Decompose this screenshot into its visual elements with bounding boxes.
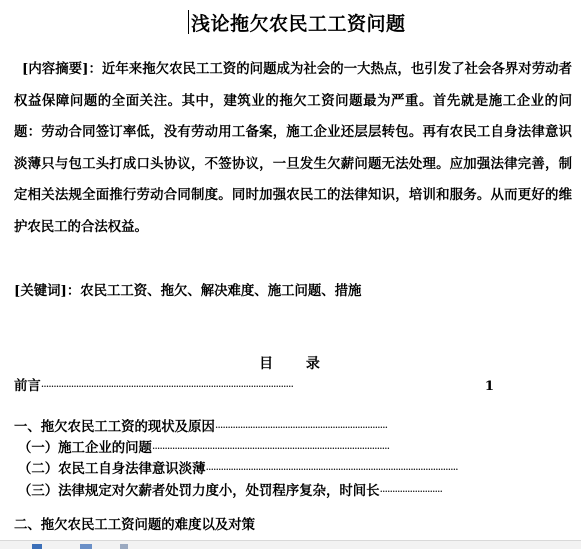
toc-entry-partial: 二、拖欠农民工工资问题的难度以及对策 <box>14 517 256 533</box>
taskbar-icon[interactable] <box>120 544 128 549</box>
taskbar-icon[interactable] <box>32 544 42 549</box>
toc-entry <box>18 437 472 456</box>
toc-entry <box>14 375 494 394</box>
toc-entry-text: （一）施工企业的问题 <box>18 440 152 456</box>
toc-leader-dots: ····································································································· <box>205 463 458 476</box>
toc-entry-text: （二）农民工自身法律意识淡薄 <box>18 461 206 477</box>
toc-entry-page: 1 <box>484 378 495 394</box>
toc-leader-dots: ····································································· <box>214 421 388 434</box>
taskbar-strip <box>0 540 581 549</box>
toc-leader-dots: ······························································································· <box>151 442 390 455</box>
toc-leader-dots: ····································································································· <box>40 380 293 393</box>
keywords-line: [关键词]：农民工工资、拖欠、解决难度、施工问题、措施 <box>14 283 362 299</box>
abstract-paragraph: [内容摘要]：近年来拖欠农民工工资的问题成为社会的一大热点，也引发了社会各界对劳动者权益保障问题的全面关注。其中，建筑业的拖欠工资问题最为严重。首先就是施工企业的问题：劳动合同签订率低，没有劳动用工备案，施工企业还层层转包。再有农民工自身法律意识淡薄只与包工头打成口头协议，不签协议，一旦发生欠薪问题无法处理。应加强法律完善，制定相关法规全面推行劳动合同制度。同时加强农民工的法律知识，培训和服务。从而更好的维护农民工的合法权益。 <box>14 61 572 235</box>
text-cursor <box>188 10 189 34</box>
toc-entry-text: 一、拖欠农民工工资的现状及原因 <box>14 419 215 435</box>
toc-entry <box>18 458 469 477</box>
taskbar-icon[interactable] <box>80 544 92 549</box>
toc-entry-text: 前言 <box>14 378 41 394</box>
toc-entry <box>14 416 441 435</box>
document-title: 浅论拖欠农民工工资问题 <box>191 13 406 35</box>
toc-leader-dots: ························· <box>379 485 442 498</box>
toc-title: 目 录 <box>259 356 334 372</box>
toc-entry-text: （三）法律规定对欠薪者处罚力度小，处罚程序复杂，时间长 <box>18 483 380 499</box>
toc-entry <box>18 480 464 499</box>
